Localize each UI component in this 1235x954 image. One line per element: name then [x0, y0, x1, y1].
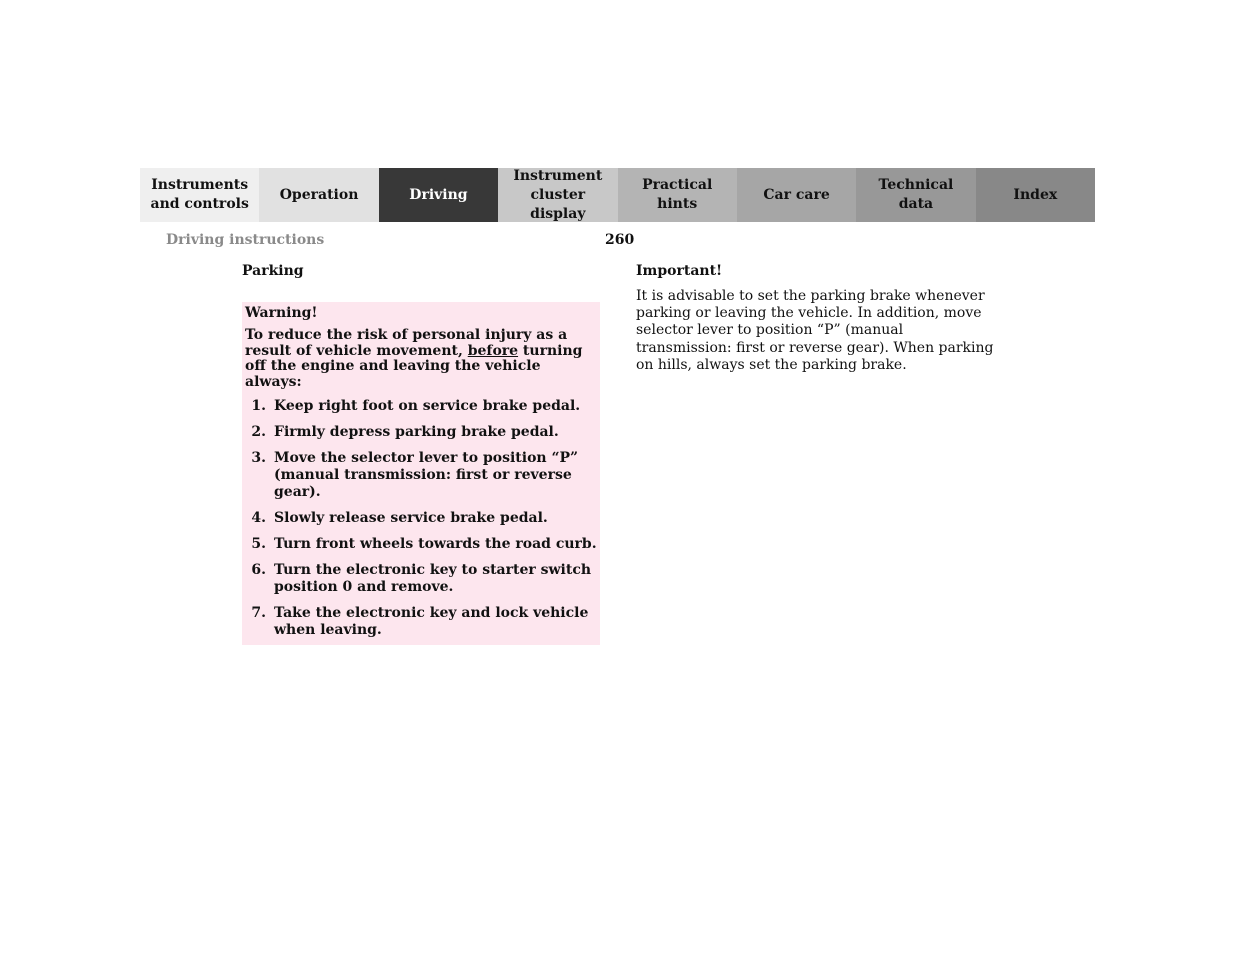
- page-number: 260: [605, 232, 635, 248]
- tab-label: Instrument cluster display: [513, 167, 603, 222]
- tab-car-care[interactable]: [737, 168, 856, 222]
- warning-intro-before: To reduce the risk of personal injury as a result of vehicle movement,: [245, 327, 568, 359]
- warning-intro-emphasis: before: [467, 342, 519, 359]
- step-text: Keep right foot on service brake pedal.: [274, 398, 581, 414]
- tab-label: Driving: [409, 186, 468, 203]
- tab-label: Index: [1013, 186, 1058, 203]
- step-number: 5.: [251, 536, 266, 552]
- list-item: [245, 450, 597, 501]
- tab-label: Instruments and controls: [150, 177, 249, 212]
- warning-title: Warning!: [245, 305, 318, 321]
- left-column: [242, 262, 600, 645]
- tab-instrument-cluster-display[interactable]: [498, 168, 617, 222]
- tab-index[interactable]: [976, 168, 1095, 222]
- step-number: 7.: [251, 605, 266, 621]
- list-item: [245, 605, 597, 639]
- list-item: [245, 536, 597, 553]
- important-body: It is advisable to set the parking brake whenever parking or leaving the vehicle. In addition, move selector lever to position “P” (manual transmission: first or reverse gear). When parking on hills, always set the parking brake.: [636, 288, 994, 373]
- warning-intro-after: turning off the engine and leaving the vehicle always:: [245, 342, 583, 390]
- list-item: [245, 398, 597, 415]
- step-number: 3.: [251, 450, 266, 466]
- step-text: Take the electronic key and lock vehicle when leaving.: [274, 605, 589, 638]
- tab-label: Operation: [279, 186, 359, 203]
- tab-instruments-and-controls[interactable]: [140, 168, 259, 222]
- step-text: Turn front wheels towards the road curb.: [274, 536, 597, 552]
- step-number: 2.: [251, 424, 266, 440]
- warning-steps-list: [245, 398, 597, 639]
- step-number: 1.: [251, 398, 266, 414]
- warning-box: [242, 302, 600, 645]
- tab-label: Technical data: [878, 177, 954, 212]
- tab-label: Car care: [763, 186, 830, 203]
- step-number: 6.: [251, 562, 266, 578]
- tab-technical-data[interactable]: [856, 168, 975, 222]
- tab-operation[interactable]: [259, 168, 378, 222]
- chapter-tab-bar: [140, 168, 1095, 222]
- list-item: [245, 562, 597, 596]
- tab-practical-hints[interactable]: [618, 168, 737, 222]
- step-text: Move the selector lever to position “P” (manual transmission: first or reverse gear).: [274, 450, 579, 500]
- list-item: [245, 510, 597, 527]
- right-column: [636, 262, 998, 374]
- step-text: Slowly release service brake pedal.: [274, 510, 548, 526]
- list-item: [245, 424, 597, 441]
- step-number: 4.: [251, 510, 266, 526]
- step-text: Turn the electronic key to starter switch position 0 and remove.: [274, 562, 592, 595]
- tab-driving[interactable]: [379, 168, 498, 222]
- tab-label: Practical hints: [642, 177, 713, 212]
- step-text: Firmly depress parking brake pedal.: [274, 424, 559, 440]
- warning-intro: [245, 328, 597, 390]
- important-heading: Important!: [636, 263, 723, 279]
- parking-heading: Parking: [242, 263, 304, 279]
- section-title: Driving instructions: [166, 232, 325, 248]
